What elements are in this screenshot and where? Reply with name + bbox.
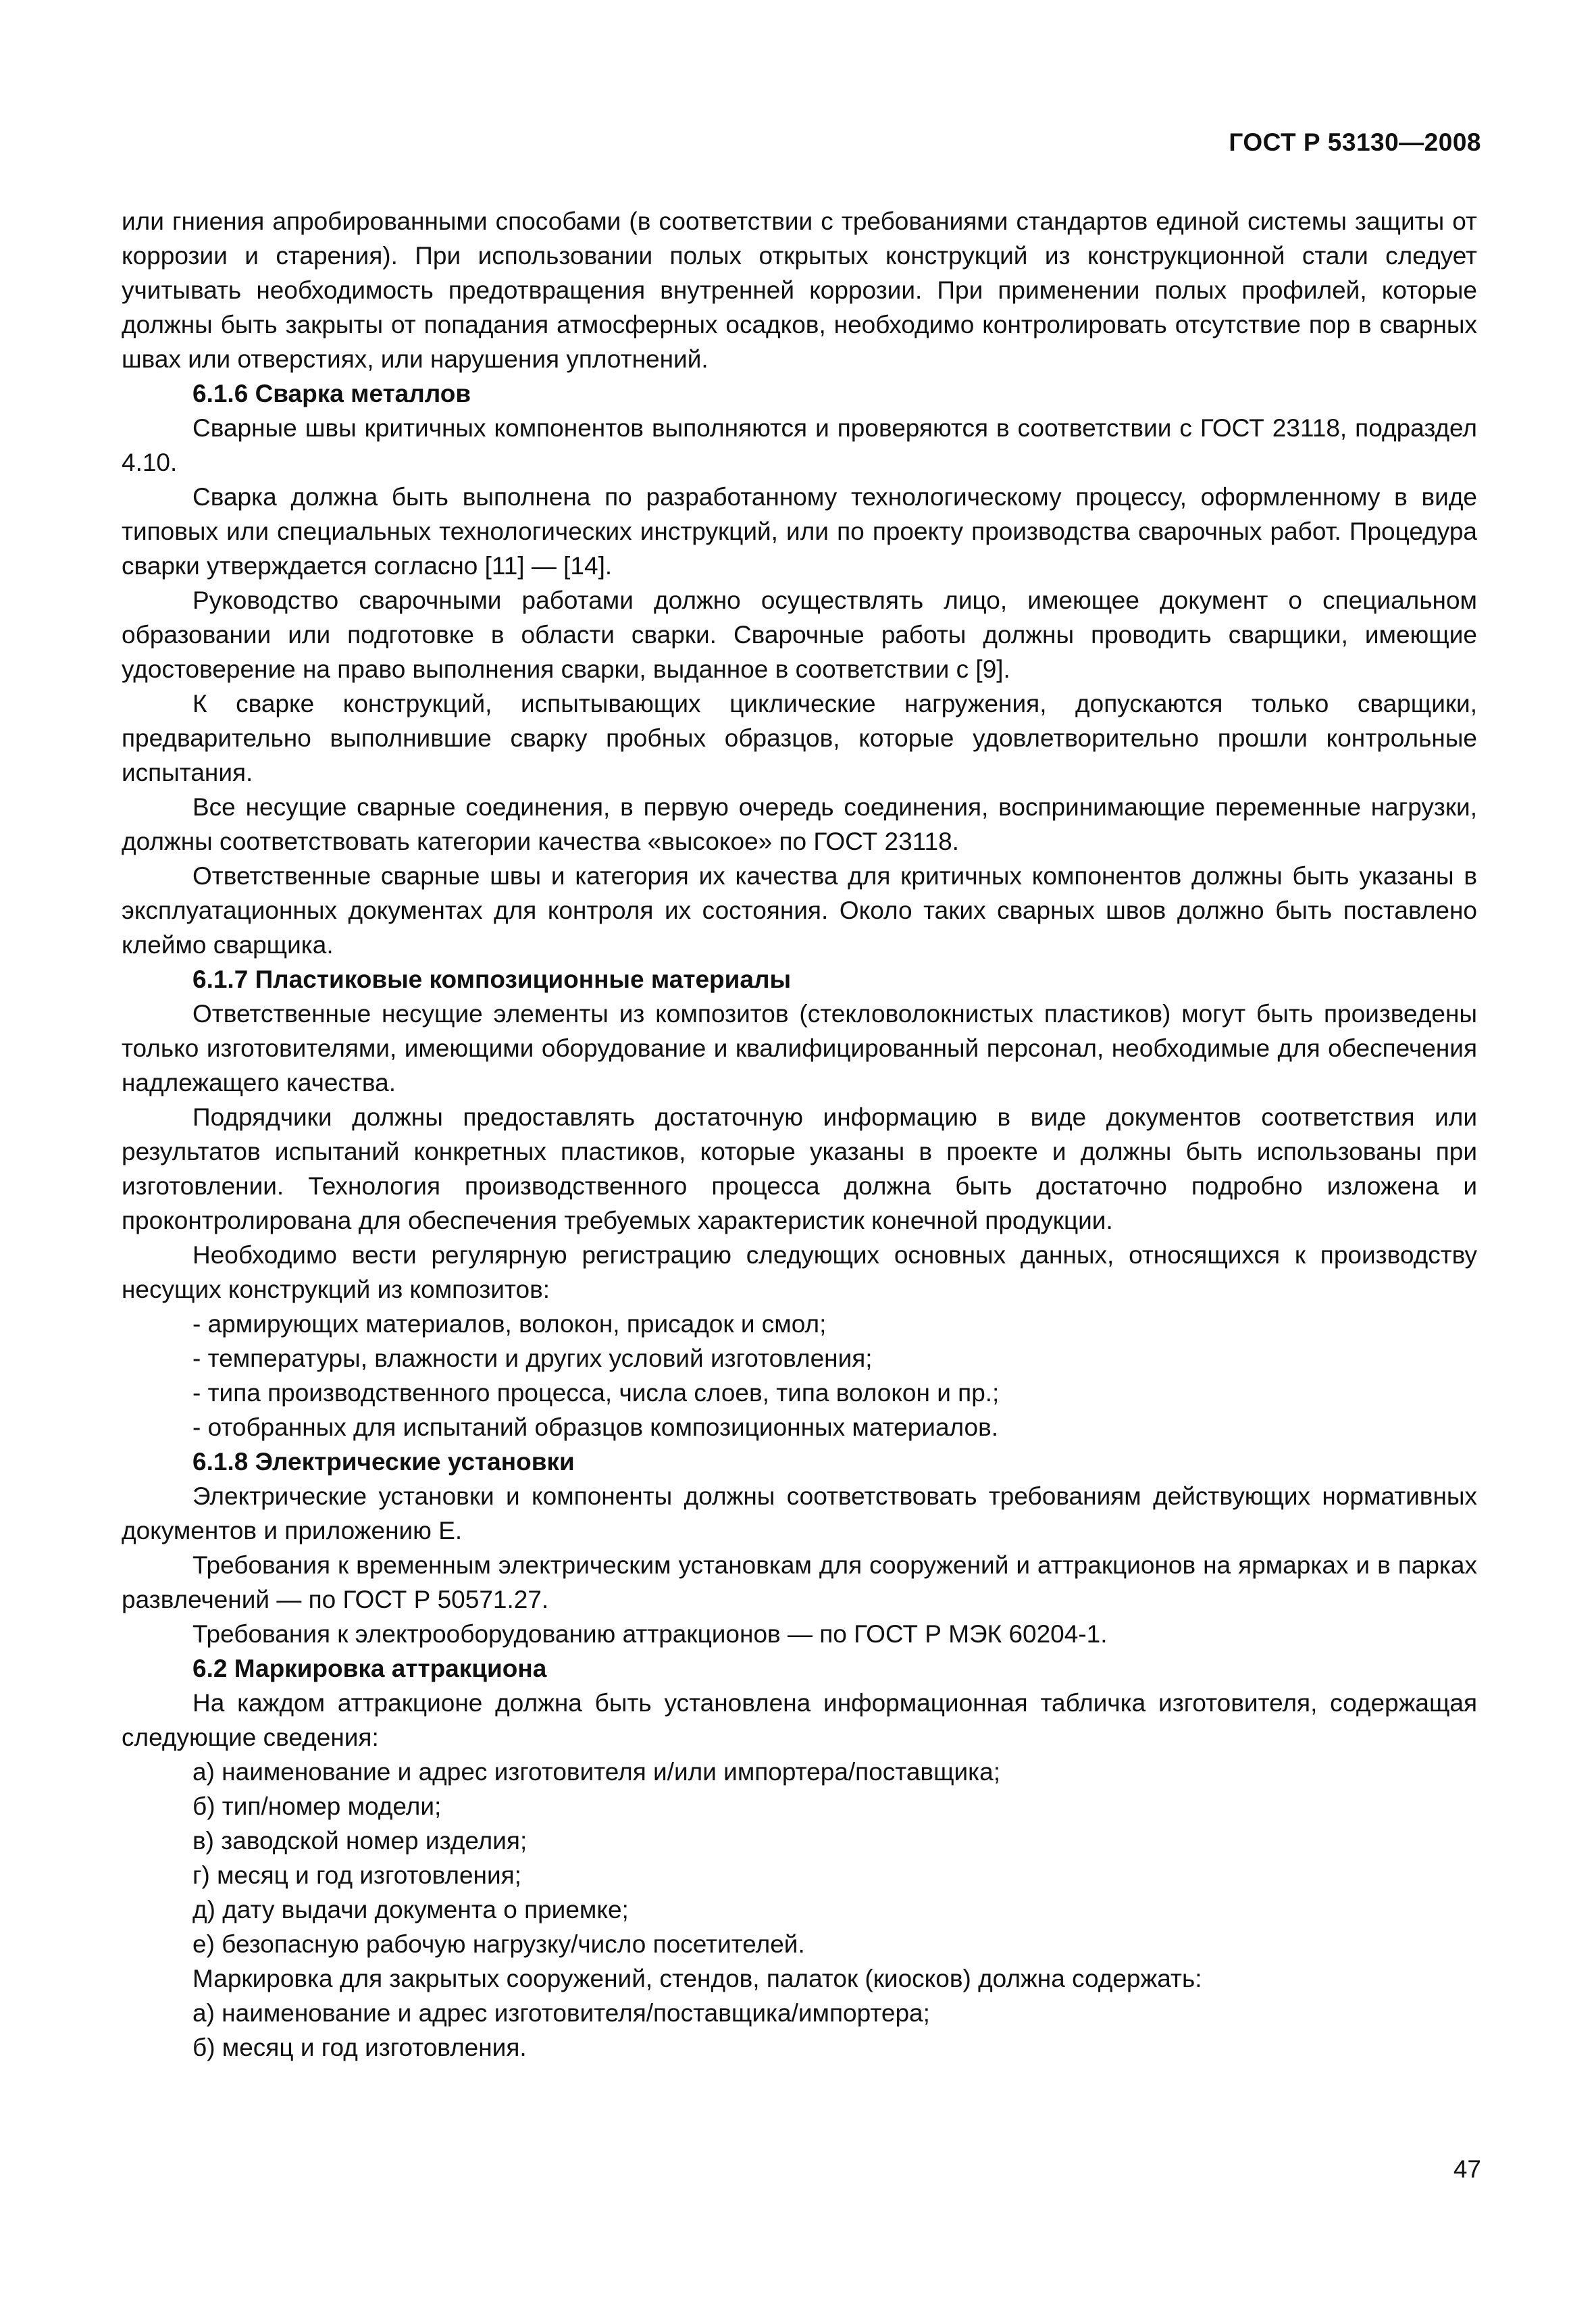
section-heading-6-1-8: 6.1.8 Электрические установки: [192, 1448, 575, 1476]
paragraph: Сварка должна быть выполнена по разработанному технологическому процессу, оформленному в виде типовых или специальных технологических инструкций, или по проекту производства сварочных работ. Процедура сварки утверждается согласно [11] — [14].: [122, 483, 1477, 580]
list-item: - армирующих материалов, волокон, присадок и смол;: [192, 1310, 827, 1338]
paragraph: Требования к электрооборудованию аттракционов — по ГОСТ Р МЭК 60204-1.: [192, 1620, 1108, 1648]
paragraph: Подрядчики должны предоставлять достаточную информацию в виде документов соответствия или результатов испытаний конкретных пластиков, которые указаны в проекте и должны быть использованы при изготовлении. Технология производственного процесса должна быть достаточно подробно изложена и проконтролирована для обеспечения требуемых характеристик конечной продукции.: [122, 1103, 1477, 1234]
section-heading-6-1-7: 6.1.7 Пластиковые композиционные материалы: [192, 965, 792, 993]
list-item: - типа производственного процесса, числа слоев, типа волокон и пр.;: [192, 1379, 1000, 1407]
paragraph: Сварные швы критичных компонентов выполняются и проверяются в соответствии с ГОСТ 23118, подраздел 4.10.: [122, 414, 1477, 476]
paragraph: Все несущие сварные соединения, в первую очередь соединения, воспринимающие переменные нагрузки, должны соответствовать категории качества «высокое» по ГОСТ 23118.: [122, 793, 1477, 855]
paragraph: К сварке конструкций, испытывающих циклические нагружения, допускаются только сварщики, предварительно выполнившие сварку пробных образцов, которые удовлетворительно прошли контрольные испытания.: [122, 690, 1477, 786]
page-number: 47: [1453, 2155, 1481, 2183]
paragraph: Ответственные несущие элементы из композитов (стекловолокнистых пластиков) могут быть произведены только изготовителями, имеющими оборудование и квалифицированный персонал, необходимые для обеспечения надлежащего качества.: [122, 1000, 1477, 1097]
paragraph: Требования к временным электрическим установкам для сооружений и аттракционов на ярмарках и в парках развлечений — по ГОСТ Р 50571.27.: [122, 1551, 1477, 1613]
paragraph: Электрические установки и компоненты должны соответствовать требованиям действующих нормативных документов и приложению Е.: [122, 1482, 1477, 1544]
list-item: б) тип/номер модели;: [192, 1792, 442, 1820]
document-body: [122, 204, 1477, 2065]
paragraph: Ответственные сварные швы и категория их качества для критичных компонентов должны быть указаны в эксплуатационных документах для контроля их состояния. Около таких сварных швов должно быть поставлено клеймо сварщика.: [122, 862, 1477, 959]
list-item: - отобранных для испытаний образцов композиционных материалов.: [192, 1413, 999, 1441]
document-header: ГОСТ Р 53130—2008: [1229, 128, 1481, 156]
section-heading-6-2: 6.2 Маркировка аттракциона: [192, 1655, 547, 1682]
paragraph: Необходимо вести регулярную регистрацию следующих основных данных, относящихся к производству несущих конструкций из композитов:: [122, 1241, 1477, 1303]
list-item: а) наименование и адрес изготовителя и/или импортера/поставщика;: [192, 1758, 1001, 1786]
list-item: е) безопасную рабочую нагрузку/число посетителей.: [192, 1930, 805, 1958]
section-heading-6-1-6: 6.1.6 Сварка металлов: [192, 380, 471, 407]
list-item: Маркировка для закрытых сооружений, стендов, палаток (киосков) должна содержать:: [192, 1965, 1202, 1992]
list-item: - температуры, влажности и других условий изготовления;: [192, 1344, 873, 1372]
paragraph: Руководство сварочными работами должно осуществлять лицо, имеющее документ о специальном образовании или подготовке в области сварки. Сварочные работы должны проводить сварщики, имеющие удостоверение на право выполнения сварки, выданное в соответствии с [9].: [122, 586, 1477, 683]
list-item: а) наименование и адрес изготовителя/поставщика/импортера;: [192, 1999, 930, 2027]
paragraph: На каждом аттракционе должна быть установлена информационная табличка изготовителя, содержащая следующие сведения:: [122, 1689, 1477, 1751]
list-item: г) месяц и год изготовления;: [192, 1861, 521, 1889]
list-item: д) дату выдачи документа о приемке;: [192, 1896, 629, 1923]
paragraph-corrosion-continuation: или гниения апробированными способами (в соответствии с требованиями стандартов единой системы защиты от коррозии и старения). При использовании полых открытых конструкций из конструкционной стали следует учитывать необходимость предотвращения внутренней коррозии. При применении полых профилей, которые должны быть закрыты от попадания атмосферных осадков, необходимо контролировать отсутствие пор в сварных швах или отверстиях, или нарушения уплотнений.: [122, 207, 1477, 373]
list-item: в) заводской номер изделия;: [192, 1827, 527, 1855]
list-item: б) месяц и год изготовления.: [192, 2034, 527, 2061]
